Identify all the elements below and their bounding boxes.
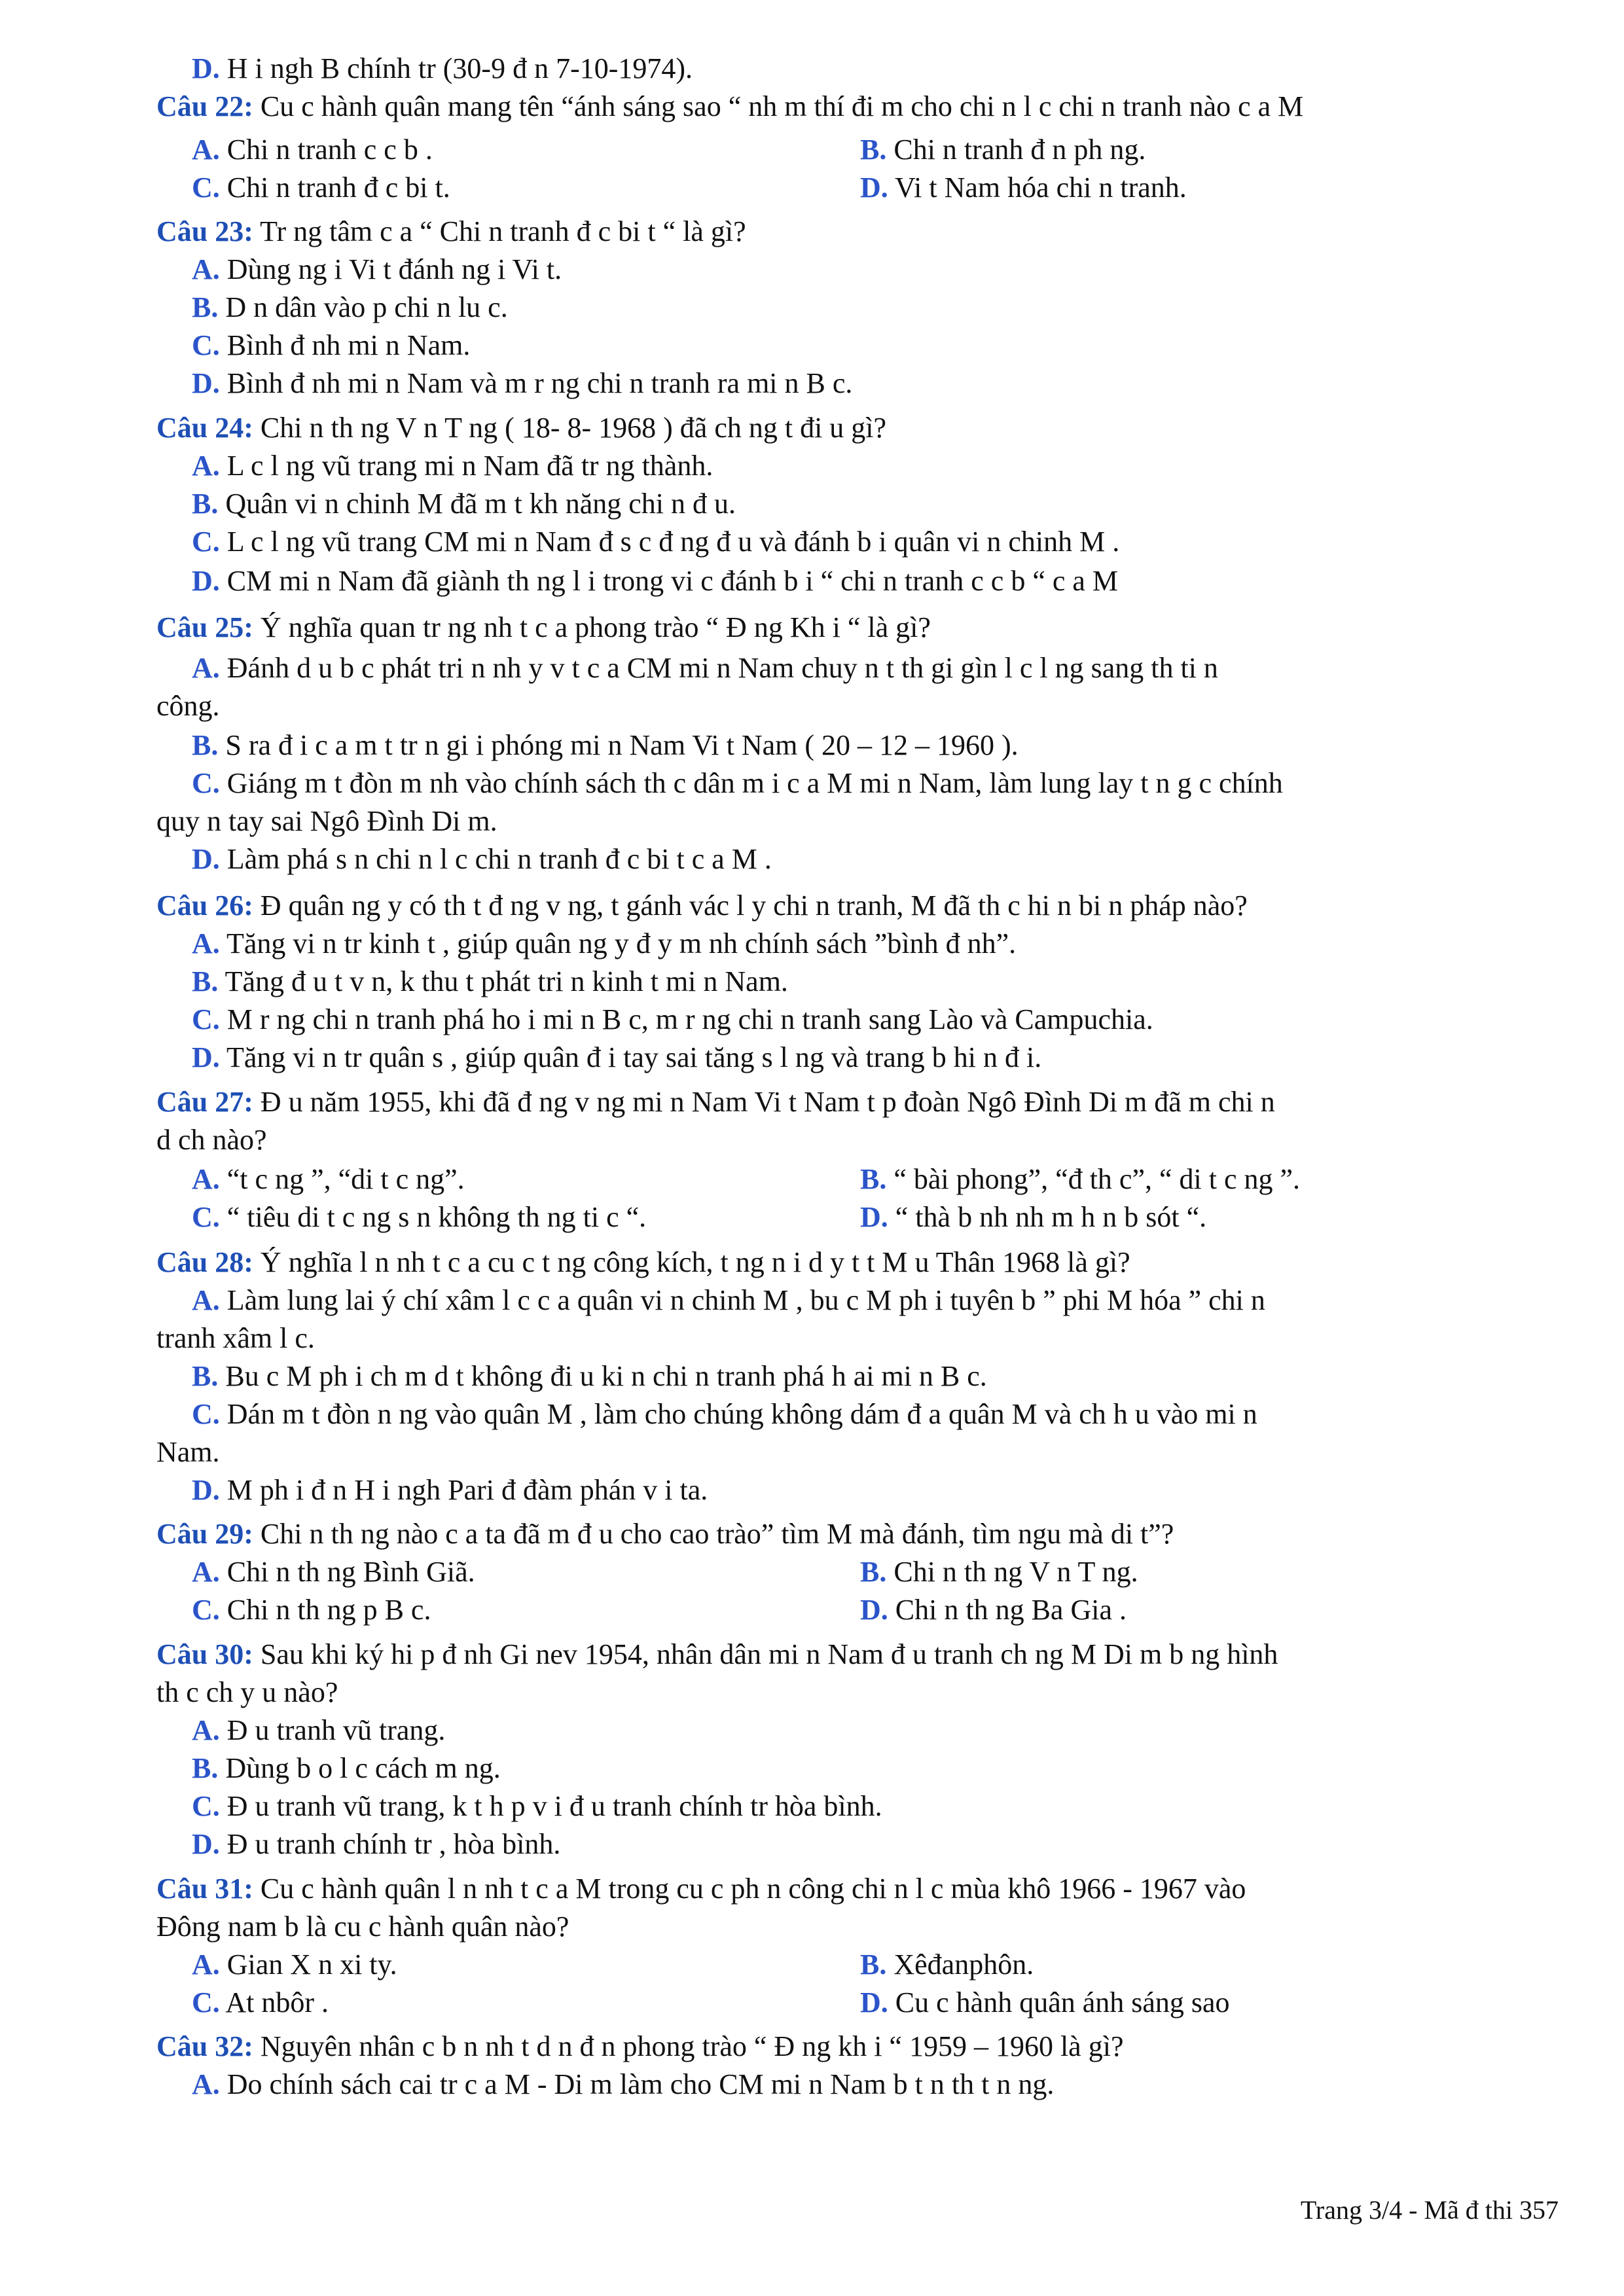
answer-option — [192, 448, 713, 484]
answer-option — [192, 1826, 560, 1863]
option-letter: C. — [192, 767, 220, 799]
answer-option — [192, 1039, 1041, 1076]
line-text: Giáng m t đòn m nh vào chính sách th c dân m i c a M mi n Nam, làm lung lay t n g c chính — [219, 767, 1283, 799]
line-text: Đ u tranh vũ trang. — [219, 1714, 446, 1746]
answer-option — [192, 1396, 1257, 1433]
option-letter: B. — [860, 1163, 887, 1195]
text-continuation — [156, 1909, 569, 1945]
line-text: Sau khi ký hi p đ nh Gi nev 1954, nhân dân mi n Nam đ u tranh ch ng M Di m b ng hình — [253, 1638, 1278, 1670]
line-text: Ý nghĩa l n nh t c a cu c t ng công kích, t ng n i d y t t M u Thân 1968 là gì? — [253, 1246, 1130, 1278]
answer-option — [192, 925, 1016, 962]
question-number: Câu 24: — [156, 412, 253, 444]
text-continuation — [156, 1434, 220, 1471]
line-text: Đông nam b là cu c hành quân nào? — [156, 1910, 569, 1943]
question-number: Câu 30: — [156, 1638, 253, 1670]
question-number: Câu 32: — [156, 2030, 253, 2062]
answer-option — [192, 289, 508, 326]
option-letter: A. — [192, 1163, 220, 1195]
line-text: Do chính sách cai tr c a M - Di m làm cho CM mi n Nam b t n th t n ng. — [219, 2068, 1055, 2100]
answer-option — [860, 170, 1187, 206]
option-letter: A. — [192, 1556, 220, 1588]
question-line — [156, 609, 931, 646]
line-text: CM mi n Nam đã giành th ng l i trong vi c đánh b i “ chi n tranh c c b “ c a M — [219, 565, 1119, 597]
answer-option — [192, 365, 852, 402]
answer-option — [860, 1592, 1127, 1628]
answer-option — [192, 963, 788, 1000]
line-text: d ch nào? — [156, 1124, 267, 1156]
line-text: D n dân vào p chi n lu c. — [218, 291, 508, 323]
answer-option — [860, 1946, 1034, 1983]
option-letter: A. — [192, 927, 220, 960]
question-line — [156, 1084, 1275, 1121]
line-text: S ra đ i c a m t tr n gi i phóng mi n Nam Vi t Nam ( 20 – 12 – 1960 ). — [218, 729, 1019, 761]
option-letter: B. — [192, 1360, 219, 1392]
question-line — [156, 1636, 1278, 1673]
option-letter: B. — [860, 134, 887, 166]
line-text: Đ u tranh vũ trang, k t h p v i đ u tranh chính tr hòa bình. — [219, 1790, 882, 1822]
line-text: Bình đ nh mi n Nam. — [219, 329, 471, 361]
page-footer: Trang 3/4 - Mã đ thi 357 — [1300, 2195, 1559, 2225]
line-text: L c l ng vũ trang CM mi n Nam đ s c đ ng đ u và đánh b i quân vi n chinh M . — [219, 526, 1120, 558]
line-text: Tăng đ u t v n, k thu t phát tri n kinh t mi n Nam. — [218, 965, 788, 997]
option-letter: B. — [860, 1948, 887, 1981]
option-letter: A. — [192, 1284, 220, 1316]
answer-option — [192, 1199, 646, 1236]
option-letter: C. — [192, 1790, 220, 1822]
line-text: Chi n th ng p B c. — [219, 1594, 431, 1626]
text-continuation — [156, 1320, 315, 1357]
option-letter: C. — [192, 1594, 220, 1626]
line-text: th c ch y u nào? — [156, 1676, 338, 1708]
line-text: H i ngh B chính tr (30-9 đ n 7-10-1974). — [219, 52, 693, 84]
line-text: Tr ng tâm c a “ Chi n tranh đ c bi t “ là gì? — [253, 215, 746, 247]
answer-option — [192, 1946, 397, 1983]
answer-option — [192, 765, 1283, 802]
question-line — [156, 888, 1248, 924]
answer-option — [192, 563, 1118, 600]
option-letter: D. — [860, 1986, 888, 2018]
answer-option — [192, 841, 772, 878]
option-letter: B. — [192, 729, 219, 761]
text-continuation — [156, 1122, 267, 1158]
line-text: Dán m t đòn n ng vào quân M , làm cho chúng không dám đ a quân M và ch h u vào mi n — [219, 1398, 1257, 1430]
line-text: “t c ng ”, “di t c ng”. — [219, 1163, 465, 1195]
line-text: Ý nghĩa quan tr ng nh t c a phong trào “ Đ ng Kh i “ là gì? — [253, 611, 931, 643]
question-line — [156, 1871, 1246, 1907]
answer-option — [860, 132, 1146, 168]
answer-option — [192, 50, 693, 87]
option-letter: A. — [192, 253, 220, 285]
line-text: Chi n tranh đ c bi t. — [219, 171, 450, 204]
option-letter: D. — [860, 1594, 888, 1626]
line-text: Chi n tranh đ n ph ng. — [886, 134, 1146, 166]
line-text: Cu c hành quân l n nh t c a M trong cu c ph n công chi n l c mùa khô 1966 - 1967 vào — [253, 1873, 1246, 1905]
answer-option — [192, 1712, 445, 1749]
option-letter: A. — [192, 1714, 220, 1746]
line-text: Làm lung lai ý chí xâm l c c a quân vi n chinh M , bu c M ph i tuyên b ” phi M hóa ” chi n — [219, 1284, 1265, 1316]
line-text: Nguyên nhân c b n nh t d n đ n phong trào “ Đ ng kh i “ 1959 – 1960 là gì? — [253, 2030, 1124, 2062]
question-number: Câu 25: — [156, 611, 253, 643]
question-number: Câu 29: — [156, 1518, 253, 1550]
option-letter: D. — [192, 1041, 220, 1073]
question-number: Câu 28: — [156, 1246, 253, 1278]
line-text: M ph i đ n H i ngh Pari đ đàm phán v i ta. — [219, 1474, 708, 1506]
answer-option — [192, 524, 1119, 560]
line-text: quy n tay sai Ngô Đình Di m. — [156, 805, 497, 837]
question-number: Câu 26: — [156, 889, 253, 922]
line-text: “ bài phong”, “đ th c”, “ di t c ng ”. — [886, 1163, 1301, 1195]
answer-option — [192, 1161, 465, 1198]
line-text: Bình đ nh mi n Nam và m r ng chi n tranh ra mi n B c. — [219, 367, 853, 399]
answer-option — [192, 327, 470, 364]
line-text: Tăng vi n tr quân s , giúp quân đ i tay sai tăng s l ng và trang b hi n đ i. — [219, 1041, 1042, 1073]
option-letter: B. — [192, 965, 219, 997]
option-letter: C. — [192, 329, 220, 361]
line-text: Dùng ng i Vi t đánh ng i Vi t. — [219, 253, 562, 285]
option-letter: D. — [192, 52, 220, 84]
answer-option — [860, 1199, 1206, 1236]
option-letter: C. — [192, 1398, 220, 1430]
answer-option — [192, 1788, 882, 1825]
line-text: Bu c M ph i ch m d t không đi u ki n chi n tranh phá h ai mi n B c. — [218, 1360, 987, 1392]
option-letter: C. — [192, 1003, 220, 1035]
answer-option — [192, 170, 450, 206]
option-letter: A. — [192, 1948, 220, 1981]
text-continuation — [156, 1674, 338, 1711]
option-letter: B. — [192, 488, 219, 520]
option-letter: D. — [192, 565, 220, 597]
question-number: Câu 31: — [156, 1873, 253, 1905]
line-text: Chi n tranh c c b . — [219, 134, 433, 166]
answer-option — [860, 1984, 1230, 2021]
option-letter: B. — [192, 1752, 219, 1784]
option-letter: D. — [192, 367, 220, 399]
answer-option — [192, 1358, 987, 1395]
line-text: Quân vi n chinh M đã m t kh năng chi n đ u. — [218, 488, 736, 520]
line-text: At nbôr . — [219, 1986, 329, 2018]
answer-option — [192, 1282, 1265, 1319]
line-text: công. — [156, 690, 220, 722]
line-text: Làm phá s n chi n l c chi n tranh đ c bi t c a M . — [219, 843, 772, 875]
question-line — [156, 2028, 1123, 2065]
line-text: Nam. — [156, 1436, 220, 1468]
line-text: “ thà b nh nh m h n b sót “. — [888, 1201, 1207, 1233]
answer-option — [192, 1554, 475, 1590]
option-letter: A. — [192, 134, 220, 166]
option-letter: B. — [860, 1556, 887, 1588]
answer-option — [192, 2066, 1054, 2103]
line-text: Vi t Nam hóa chi n tranh. — [888, 171, 1187, 204]
question-number: Câu 27: — [156, 1086, 253, 1118]
answer-option — [192, 727, 1019, 764]
option-letter: A. — [192, 2068, 220, 2100]
option-letter: C. — [192, 171, 220, 204]
line-text: “ tiêu di t c ng s n không th ng ti c “. — [219, 1201, 647, 1233]
line-text: Cu c hành quân ánh sáng sao — [888, 1986, 1230, 2018]
line-text: tranh xâm l c. — [156, 1322, 315, 1354]
answer-option — [192, 1472, 708, 1509]
line-text: Cu c hành quân mang tên “ánh sáng sao “ nh m thí đi m cho chi n l c chi n tranh nào c a M — [253, 90, 1304, 122]
line-text: Xêđanphôn. — [886, 1948, 1034, 1981]
option-letter: D. — [192, 1474, 220, 1506]
answer-option — [860, 1161, 1300, 1198]
line-text: Chi n th ng Bình Giã. — [219, 1556, 475, 1588]
answer-option — [192, 1592, 431, 1628]
line-text: Chi n th ng nào c a ta đã m đ u cho cao trào” tìm M mà đánh, tìm ngu mà di t”? — [253, 1518, 1174, 1550]
line-text: Đ quân ng y có th t đ ng v ng, t gánh vác l y chi n tranh, M đã th c hi n bi n pháp nào? — [253, 889, 1248, 922]
question-line — [156, 410, 886, 446]
line-text: Dùng b o l c cách m ng. — [218, 1752, 501, 1784]
option-letter: C. — [192, 1201, 220, 1233]
option-letter: A. — [192, 652, 220, 684]
text-continuation — [156, 803, 497, 840]
answer-option — [192, 1984, 329, 2021]
question-number: Câu 22: — [156, 90, 253, 122]
question-number: Câu 23: — [156, 215, 253, 247]
option-letter: C. — [192, 526, 220, 558]
text-continuation — [156, 688, 220, 725]
line-text: Tăng vi n tr kinh t , giúp quân ng y đ y m nh chính sách ”bình đ nh”. — [219, 927, 1017, 960]
line-text: L c l ng vũ trang mi n Nam đã tr ng thành. — [219, 450, 713, 482]
answer-option — [860, 1554, 1138, 1590]
option-letter: D. — [192, 1828, 220, 1860]
line-text: M r ng chi n tranh phá ho i mi n B c, m r ng chi n tranh sang Lào và Campuchia. — [219, 1003, 1153, 1035]
question-line — [156, 88, 1303, 125]
line-text: Đánh d u b c phát tri n nh y v t c a CM mi n Nam chuy n t th gi gìn l c l ng sang th ti n — [219, 652, 1218, 684]
option-letter: C. — [192, 1986, 220, 2018]
line-text: Chi n th ng V n T ng. — [886, 1556, 1138, 1588]
answer-option — [192, 486, 736, 522]
line-text: Gian X n xi ty. — [219, 1948, 397, 1981]
answer-option — [192, 251, 562, 288]
answer-option — [192, 1001, 1153, 1038]
option-letter: B. — [192, 291, 219, 323]
answer-option — [192, 132, 433, 168]
option-letter: D. — [192, 843, 220, 875]
option-letter: D. — [860, 1201, 888, 1233]
answer-option — [192, 650, 1218, 687]
question-line — [156, 1244, 1130, 1281]
option-letter: A. — [192, 450, 220, 482]
line-text: Chi n th ng Ba Gia . — [888, 1594, 1127, 1626]
line-text: Chi n th ng V n T ng ( 18- 8- 1968 ) đã ch ng t đi u gì? — [253, 412, 887, 444]
option-letter: D. — [860, 171, 888, 204]
question-line — [156, 1516, 1174, 1552]
answer-option — [192, 1750, 501, 1787]
line-text: Đ u năm 1955, khi đã đ ng v ng mi n Nam Vi t Nam t p đoàn Ngô Đình Di m đã m chi n — [253, 1086, 1275, 1118]
line-text: Đ u tranh chính tr , hòa bình. — [219, 1828, 561, 1860]
question-line — [156, 213, 746, 250]
